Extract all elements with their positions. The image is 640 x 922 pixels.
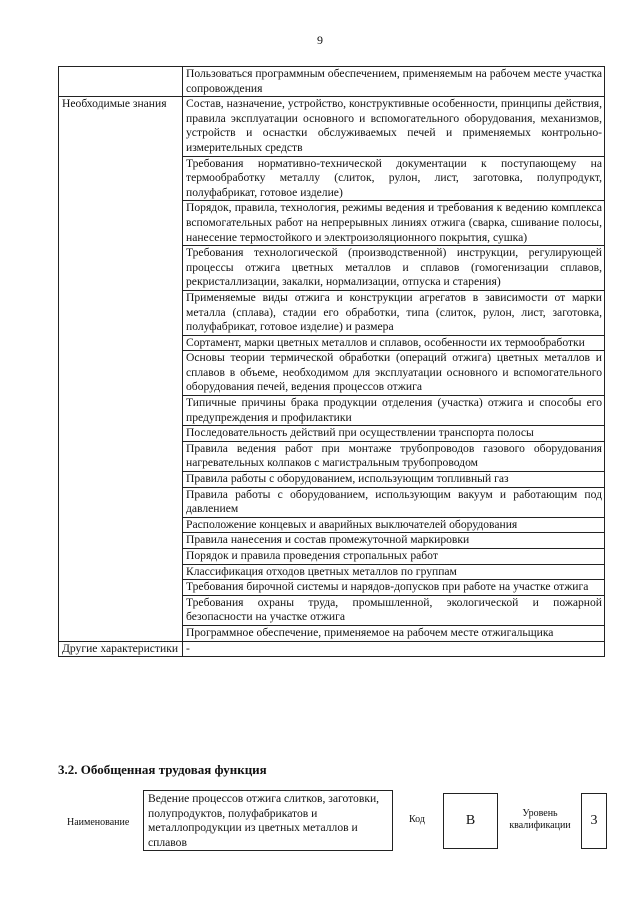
level-value: 3 bbox=[590, 813, 598, 828]
row-item: Правила ведения работ при монтаже трубопроводов газового оборудования нагревательных колпаков с магистральным трубопроводом bbox=[183, 441, 605, 471]
requirements-table bbox=[58, 66, 605, 657]
row-item: Требования охраны труда, промышленной, экологической и пожарной безопасности на участке отжига bbox=[183, 595, 605, 625]
row-item: Сортамент, марки цветных металлов и сплавов, особенности их термообработки bbox=[183, 335, 605, 351]
code-value-box bbox=[443, 793, 498, 849]
table-row bbox=[59, 97, 605, 156]
row-item: Требования бирочной системы и нарядов-допусков при работе на участке отжига bbox=[183, 580, 605, 596]
name-label: Наименование bbox=[67, 817, 130, 828]
row-item: Правила работы с оборудованием, использующим топливный газ bbox=[183, 472, 605, 488]
code-label: Код bbox=[409, 814, 425, 825]
page-number: 9 bbox=[317, 33, 323, 47]
requirements-table-body bbox=[59, 67, 605, 657]
row-item: Правила работы с оборудованием, использующим вакуум и работающим под давлением bbox=[183, 487, 605, 517]
code-value: В bbox=[465, 813, 476, 828]
section-heading: 3.2. Обобщенная трудовая функция bbox=[58, 762, 267, 777]
row-item: Программное обеспечение, применяемое на рабочем месте отжигальщика bbox=[183, 625, 605, 641]
row-item: Порядок, правила, технология, режимы ведения и требования к ведению комплекса вспомогательных работ на непрерывных линиях отжига (сварка, сшивание полосы, нанесение термостойкого и электроизоляционного покрытия, сушка) bbox=[183, 201, 605, 246]
row-item: Правила нанесения и состав промежуточной маркировки bbox=[183, 533, 605, 549]
row-item: Требования технологической (производственной) инструкции, регулирующей процессы отжига цветных металлов и сплавов (гомогенизации сплавов, рекристаллизации, закалки, нормализации, отпуска и старения) bbox=[183, 246, 605, 291]
table-row bbox=[59, 641, 605, 657]
row-item: Последовательность действий при осуществлении транспорта полосы bbox=[183, 426, 605, 442]
level-label: Уровень квалификации bbox=[509, 808, 571, 831]
row-label bbox=[59, 67, 183, 97]
row-item: Классификация отходов цветных металлов по группам bbox=[183, 564, 605, 580]
row-item: Типичные причины брака продукции отделения (участка) отжига и способы его предупреждения и профилактики bbox=[183, 396, 605, 426]
row-label: Другие характеристики bbox=[59, 641, 183, 657]
row-item: Пользоваться программным обеспечением, применяемым на рабочем месте участка сопровождения bbox=[183, 67, 605, 97]
row-item: Состав, назначение, устройство, конструктивные особенности, принципы действия, правила эксплуатации основного и вспомогательного оборудования, механизмов, устройств и оснастки обслуживаемых печей и применяемых контрольно-измерительных средств bbox=[183, 97, 605, 156]
name-value-box: Ведение процессов отжига слитков, заготовки, полупродуктов, полуфабрикатов и металлопродукции из цветных металлов и сплавов bbox=[143, 790, 393, 851]
table-row bbox=[59, 67, 605, 97]
row-item: Требования нормативно-технической документации к поступающему на термообработку металлу (слиток, рулон, лист, заготовка, полупродукт, полуфабрикат, готовое изделие) bbox=[183, 156, 605, 201]
row-item: Порядок и правила проведения стропальных работ bbox=[183, 549, 605, 565]
row-item: Основы теории термической обработки (операций отжига) цветных металлов и сплавов в объеме, необходимом для эксплуатации основного и вспомогательного оборудования печей, ведения процессов отжига bbox=[183, 351, 605, 396]
level-value-box bbox=[581, 793, 607, 849]
row-label: Необходимые знания bbox=[59, 97, 183, 641]
row-item: - bbox=[183, 641, 605, 657]
row-item: Применяемые виды отжига и конструкции агрегатов в зависимости от марки металла (сплава), стадии его обработки, типа (слиток, рулон, лист, заготовка, полуфабрикат, готовое изделие) и размера bbox=[183, 290, 605, 335]
row-item: Расположение концевых и аварийных выключателей оборудования bbox=[183, 517, 605, 533]
